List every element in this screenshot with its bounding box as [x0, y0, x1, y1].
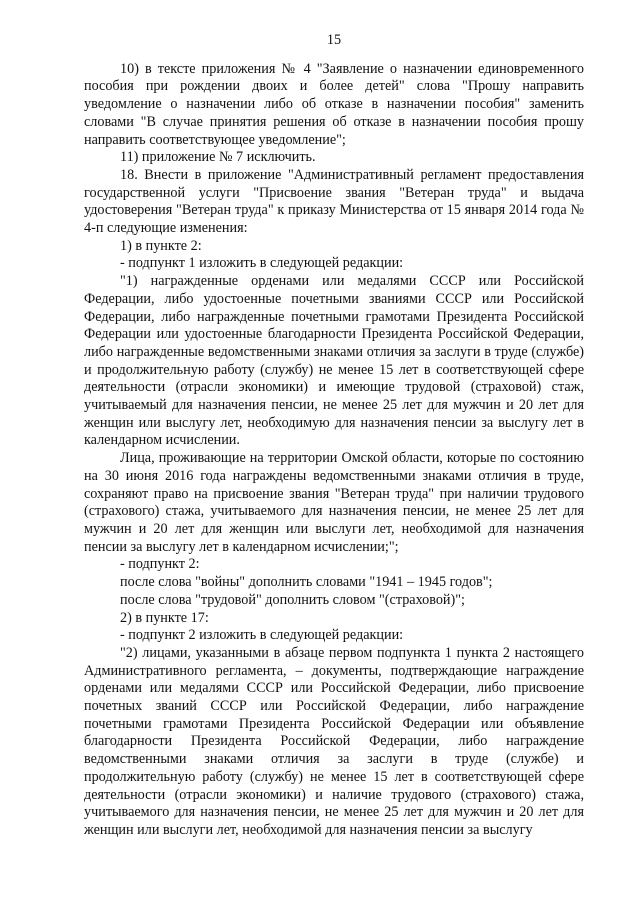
paragraph-item-10: 10) в тексте приложения № 4 "Заявление о назначении единовременного пособия при рождении двоих и более детей" слова "Прошу направить уведомление о назначении либо об отказе в назначении пособия" заменить словами "В случае принятия решения об отказе в назначении пособия прошу направить соответствующее уведомление"; [84, 60, 584, 148]
paragraph-subpoint-1-text: "1) награжденные орденами или медалями СССР или Российской Федерации, либо удостоенные почетными званиями СССР или Российской Федерации, либо награжденные почетными грамотами Президента Российской Федерации или удостоенные благодарности Президента Российской Федерации, либо награжденные ведомственными знаками отличия за заслуги в труде (службе) и продолжительную работу (службу) не менее 15 лет в соответствующей сфере деятельности (отрасли экономики) и имеющие трудовой (страховой) стаж, учитываемый для назначения пенсии, не менее 25 лет для мужчин и 20 лет для женщин или выслугу лет, необходимую для назначения пенсии за выслугу лет в календарном исчислении. [84, 273, 584, 449]
paragraph-point-17: 2) в пункте 17: [120, 609, 209, 626]
paragraph-point-2: 1) в пункте 2: [120, 237, 202, 254]
paragraph-insurance: после слова "трудовой" дополнить словом "(страховой)"; [120, 591, 465, 608]
paragraph-subpoint-2-text: "2) лицами, указанными в абзаце первом подпункта 1 пункта 2 настоящего Административного регламента, – документы, подтверждающие награждение орденами или медалями СССР или Российской Федерации, либо присвоение почетных званий СССР или Российской Федерации, либо награждение почетными грамотами Президента Российской Федерации или объявление благодарности Президента Российской Федерации, либо награждение ведомственными знаками отличия за заслуги в труде (службе) и продолжительную работу (службу) не менее 15 лет в соответствующей сфере деятельности (отрасли экономики) и наличие трудового (страхового) стажа, учитываемого для назначения пенсии, не менее 25 лет для мужчин и 20 лет для женщин или выслуги лет, необходимой для назначения пенсии за выслугу [84, 644, 584, 838]
paragraph-item-11: 11) приложение № 7 исключить. [120, 149, 316, 166]
paragraph-subpoint-2-intro: - подпункт 2: [120, 556, 200, 573]
paragraph-section-18: 18. Внести в приложение "Административный регламент предоставления государственной услуги "Присвоение звания "Ветеран труда" и выдача удостоверения "Ветеран труда" к приказу Министерства от 15 января 2014 года № 4-п следующие изменения: [84, 166, 584, 237]
page-number: 15 [326, 32, 342, 48]
paragraph-subpoint-1-intro: - подпункт 1 изложить в следующей редакции: [120, 255, 404, 272]
paragraph-omsk-residents: Лица, проживающие на территории Омской области, которые по состоянию на 30 июня 2016 года награждены ведомственными знаками отличия в труде, сохраняют право на присвоение звания "Ветеран труда" при наличии трудового (страхового) стажа, учитываемого для назначения пенсии, не менее 25 лет для мужчин и 20 лет для женщин или выслуги лет, необходимой для назначения пенсии за выслугу лет в календарном исчислении;"; [84, 450, 584, 555]
paragraph-subpoint-2-redaction: - подпункт 2 изложить в следующей редакции: [120, 627, 404, 644]
paragraph-war-years: после слова "войны" дополнить словами "1941 – 1945 годов"; [120, 574, 493, 591]
